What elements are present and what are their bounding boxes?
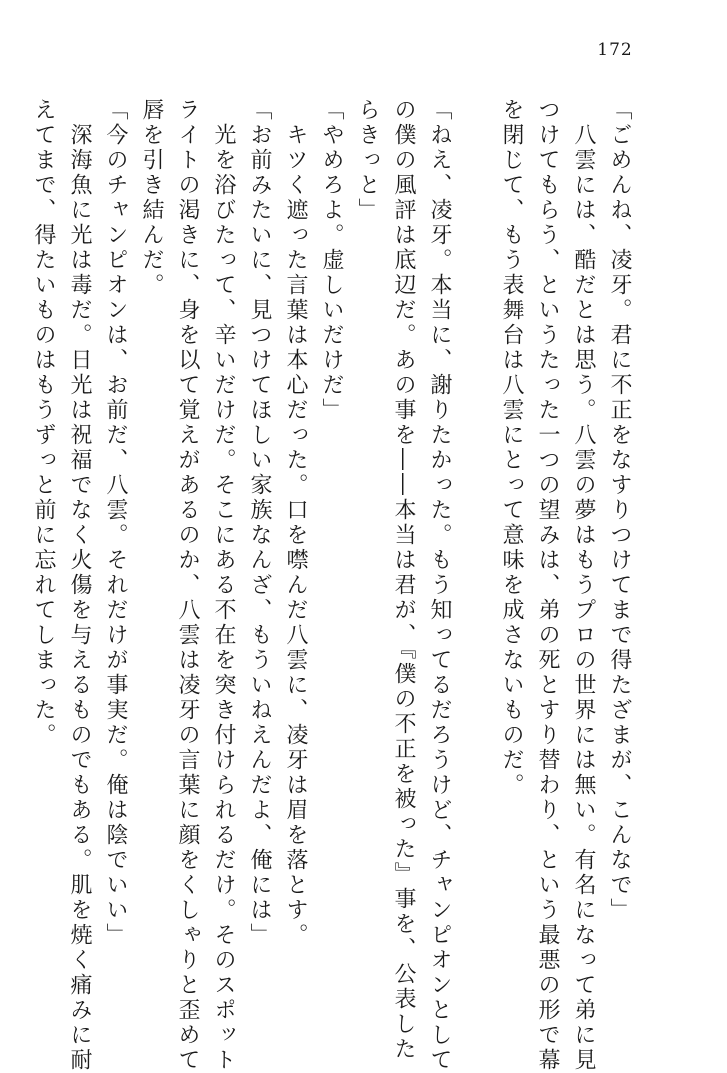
text-line: えてまで、得たいものはもうずっと前に忘れてしまった。 [31,98,56,748]
text-line: 深海魚に光は毒だ。日光は祝福でなく火傷を与えるものでもある。肌を焼く痛みに耐 [67,98,92,1073]
text-line: 「ごめんね、凌牙。君に不正をなすりつけてまで得たざまが、こんなで」 [607,98,632,923]
text-line: らきっと」 [355,98,380,223]
text-line: 「お前みたいに、見つけてほしい家族なんざ、もういねえんだよ、俺には」 [247,98,272,948]
text-line: 八雲には、酷だとは思う。八雲の夢はもうプロの世界には無い。有名になって弟に見 [571,98,596,1073]
text-line: 唇を引き結んだ。 [139,98,164,298]
text-line: 「やめろよ。虚しいだけだ」 [319,98,344,423]
text-line: 光を浴びたって、辛いだけだ。そこにある不在を突き付けられるだけ。そのスポット [211,98,236,1073]
text-line: の僕の風評は底辺だ。あの事を――本当は君が、『僕の不正を被った』事を、公表した [391,98,416,1062]
text-line: 「ねえ、凌牙。本当に、謝りたかった。もう知ってるだろうけど、チャンピオンとして [427,98,452,1073]
text-line: キツく遮った言葉は本心だった。口を噤んだ八雲に、凌牙は眉を落とす。 [283,98,308,948]
body-text [31,98,637,1073]
text-line: 「今のチャンピオンは、お前だ、八雲。それだけが事実だ。俺は陰でいい」 [103,98,128,948]
page-number: 172 [597,40,633,60]
text-line: つけてもらう、というたった一つの望みは、弟の死とすり替わり、という最悪の形で幕 [535,98,560,1073]
text-line: ライトの渇きに、身を以て覚えがあるのか、八雲は凌牙の言葉に顔をくしゃりと歪めて [175,98,200,1073]
blank-line [457,98,493,998]
text-line: を閉じて、もう表舞台は八雲にとって意味を成さないものだ。 [499,98,524,798]
